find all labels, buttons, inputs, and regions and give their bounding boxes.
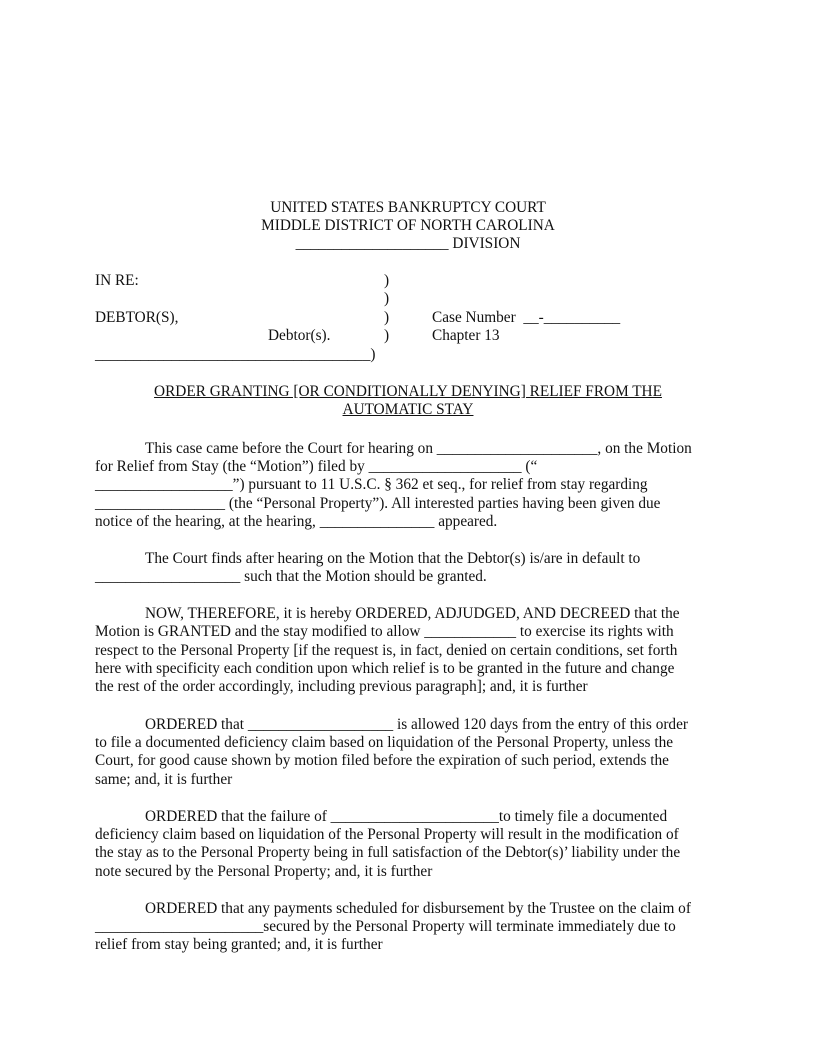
paragraph-line: same; and, it is further [95, 771, 233, 788]
paragraph-line: deficiency claim based on liquidation of the Personal Property will result in the modification of [95, 826, 679, 843]
caption-debtors-label: DEBTOR(S), [95, 309, 179, 326]
caption-paren: ) [384, 272, 390, 289]
paragraph-line: to file a documented deficiency claim based on liquidation of the Personal Property, unless the [95, 734, 674, 751]
paragraph-line: ______________________secured by the Personal Property will terminate immediately due to [95, 918, 676, 935]
paragraph-line: ORDERED that the failure of ______________________to timely file a documented [145, 808, 668, 825]
caption-paren: ) [384, 290, 390, 307]
paragraph-line: Court, for good cause shown by motion filed before the expiration of such period, extends the [95, 752, 669, 769]
paragraph-line: here with specificity each condition upon which relief is to be granted in the future and change [95, 660, 675, 677]
paragraph-line: notice of the hearing, at the hearing, _______________ appeared. [95, 513, 498, 530]
paragraph-line: ORDERED that ___________________ is allowed 120 days from the entry of this order [145, 716, 688, 733]
paragraph-line: This case came before the Court for hearing on _____________________, on the Motion [145, 440, 692, 457]
caption-bottom-rule: ____________________________________) [95, 346, 376, 363]
caption-in-re: IN RE: [95, 272, 139, 289]
court-district: MIDDLE DISTRICT OF NORTH CAROLINA [261, 217, 555, 234]
paragraph-line: __________________”) pursuant to 11 U.S.C. § 362 et seq., for relief from stay regarding [95, 476, 648, 493]
caption-paren: ) [384, 309, 390, 326]
order-title-line2: AUTOMATIC STAY [342, 401, 474, 418]
paragraph-line: NOW, THEREFORE, it is hereby ORDERED, ADJUDGED, AND DECREED that the [145, 605, 680, 622]
paragraph-line: note secured by the Personal Property; and, it is further [95, 863, 433, 880]
order-title: ORDER GRANTING [OR CONDITIONALLY DENYING] RELIEF FROM THE [154, 383, 662, 400]
caption-paren: ) [384, 327, 390, 344]
caption-debtor-sub: Debtor(s). [268, 327, 331, 344]
caption-chapter: Chapter 13 [432, 327, 500, 344]
paragraph-line: the stay as to the Personal Property being in full satisfaction of the Debtor(s)’ liability under the [95, 844, 681, 861]
paragraph-line: ORDERED that any payments scheduled for disbursement by the Trustee on the claim of [145, 900, 691, 917]
court-division: ____________________ DIVISION [295, 235, 521, 252]
court-name: UNITED STATES BANKRUPTCY COURT [270, 199, 546, 216]
paragraph-line: The Court finds after hearing on the Motion that the Debtor(s) is/are in default to [145, 550, 641, 567]
paragraph-line: ___________________ such that the Motion should be granted. [95, 568, 487, 585]
paragraph-line: respect to the Personal Property [if the request is, in fact, denied on certain conditions, set forth [95, 642, 678, 659]
paragraph-line: relief from stay being granted; and, it is further [95, 936, 383, 953]
paragraph-line: _________________ (the “Personal Property”). All interested parties having been given due [95, 495, 661, 512]
paragraph-line: Motion is GRANTED and the stay modified to allow ____________ to exercise its rights with [95, 623, 674, 640]
paragraph-line: the rest of the order accordingly, including previous paragraph]; and, it is further [95, 678, 588, 695]
caption-case-number: Case Number __-__________ [432, 309, 621, 326]
paragraph-line: for Relief from Stay (the “Motion”) filed by ____________________ (“ [95, 458, 538, 475]
